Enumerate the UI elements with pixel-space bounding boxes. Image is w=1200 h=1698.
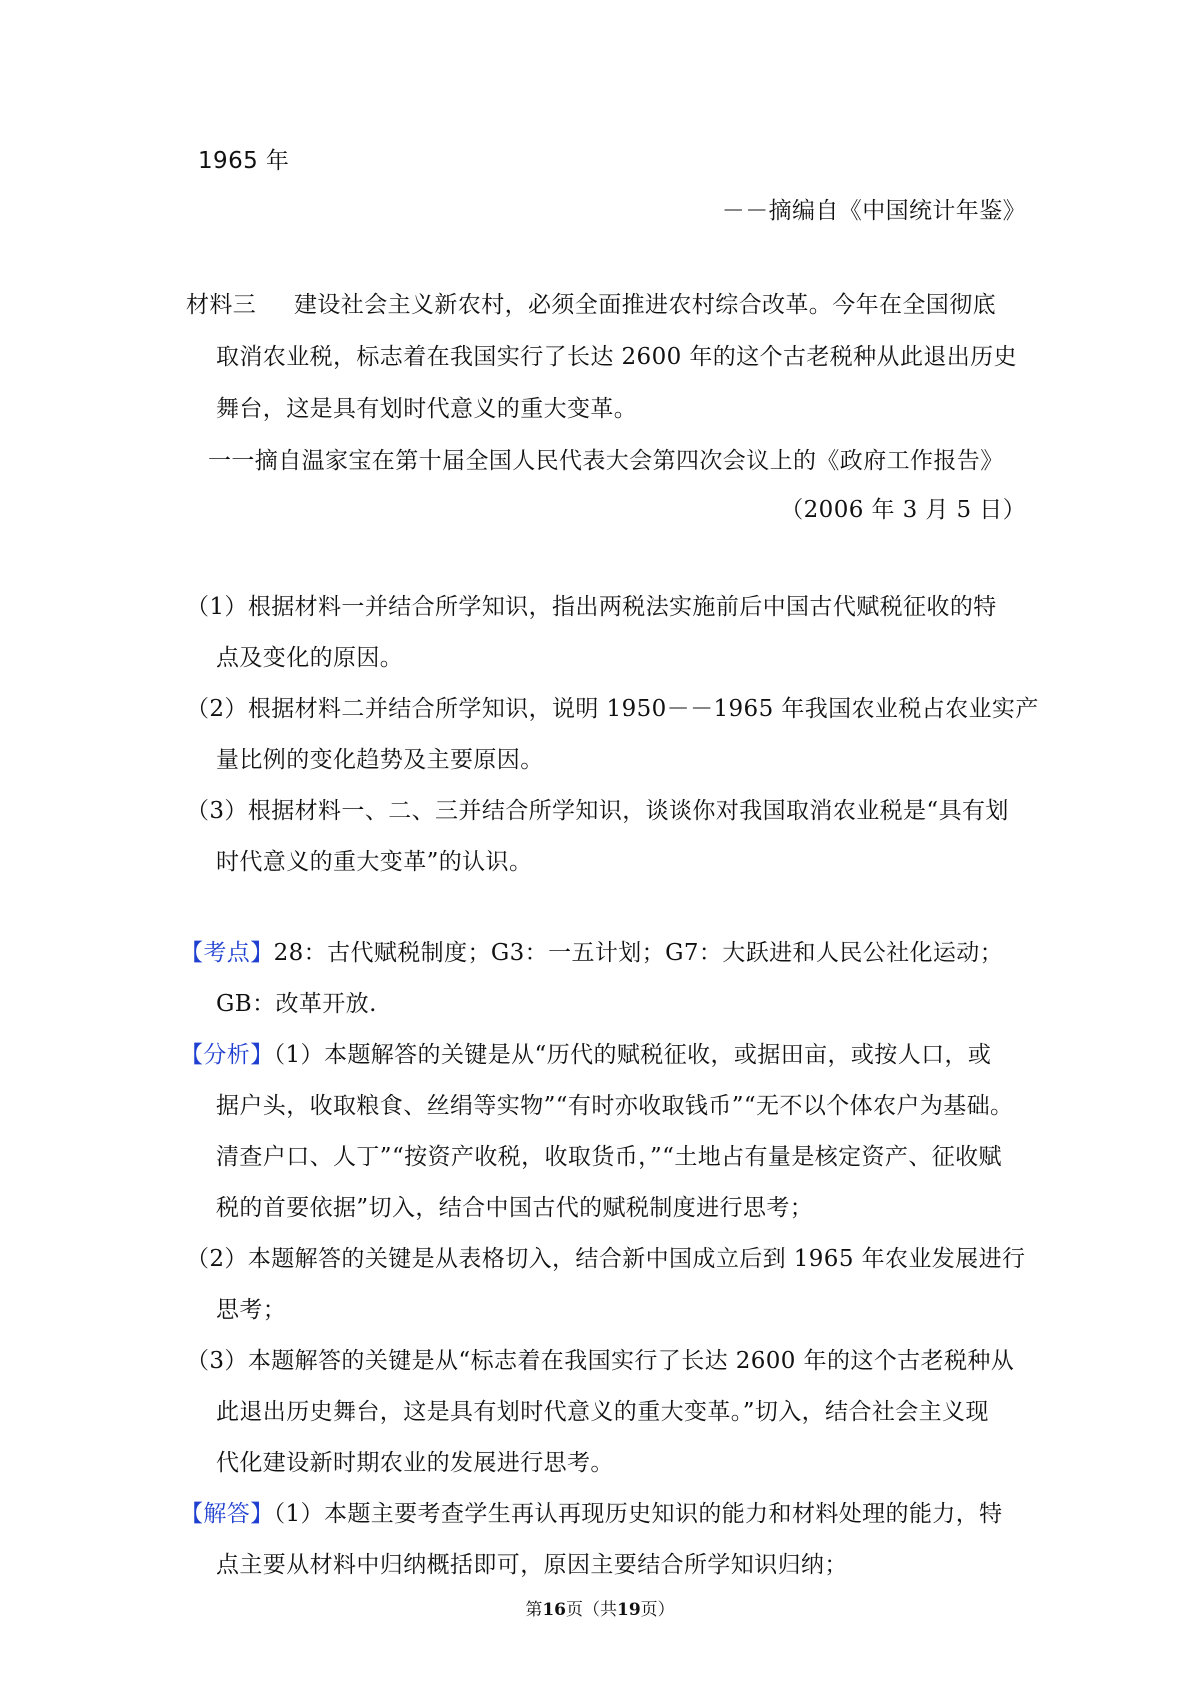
material3-label: 材料三 bbox=[186, 292, 257, 318]
kaodian-text-line1: 28：古代赋税制度；G3：一五计划；G7：大跃进和人民公社化运动； bbox=[273, 940, 1004, 966]
jieda-tag: 【解答】 bbox=[180, 1501, 274, 1527]
kaodian-line1 bbox=[180, 938, 1003, 968]
fenxi-line2: 据户头，收取粮食、丝绢等实物”“有时亦收取钱币”“无不以个体农户为基础。 bbox=[216, 1093, 1014, 1119]
footer-current-page: 16 bbox=[542, 1600, 566, 1620]
fenxi-line5: （2）本题解答的关键是从表格切入，结合新中国成立后到 1965 年农业发展进行 bbox=[186, 1246, 1026, 1272]
fenxi-line1 bbox=[180, 1040, 991, 1070]
page-footer bbox=[0, 1599, 1200, 1621]
footer-prefix: 第 bbox=[525, 1600, 543, 1620]
fenxi-line8: 此退出历史舞台，这是具有划时代意义的重大变革。”切入，结合社会主义现 bbox=[216, 1399, 989, 1425]
fenxi-tag: 【分析】 bbox=[180, 1042, 274, 1068]
fenxi-line4: 税的首要依据”切入，结合中国古代的赋税制度进行思考； bbox=[216, 1195, 814, 1221]
footer-total-pages: 19 bbox=[617, 1600, 641, 1620]
top-year: 1965 年 bbox=[198, 148, 290, 174]
question2-line2: 量比例的变化趋势及主要原因。 bbox=[216, 747, 544, 773]
footer-middle: 页（共 bbox=[566, 1600, 617, 1620]
source-line: －－摘编自《中国统计年鉴》 bbox=[721, 198, 1026, 224]
footer-suffix: 页） bbox=[640, 1600, 675, 1620]
question2-line1: （2）根据材料二并结合所学知识，说明 1950－－1965 年我国农业税占农业实产 bbox=[186, 696, 1039, 722]
material3-text-line2: 取消农业税，标志着在我国实行了长达 2600 年的这个古老税种从此退出历史 bbox=[216, 344, 1017, 370]
fenxi-line6: 思考； bbox=[216, 1297, 287, 1323]
jieda-line1 bbox=[180, 1499, 1003, 1529]
fenxi-line9: 代化建设新时期农业的发展进行思考。 bbox=[216, 1450, 614, 1476]
material3-attribution: 一一摘自温家宝在第十届全国人民代表大会第四次会议上的《政府工作报告》 bbox=[208, 448, 1004, 474]
question1-line2: 点及变化的原因。 bbox=[216, 645, 404, 671]
fenxi-text-line1: （1）本题解答的关键是从“历代的赋税征收，或据田亩，或按人口，或 bbox=[273, 1042, 992, 1068]
question1-line1: （1）根据材料一并结合所学知识，指出两税法实施前后中国古代赋税征收的特 bbox=[186, 594, 997, 620]
material3-text-line1: 建设社会主义新农村，必须全面推进农村综合改革。今年在全国彻底 bbox=[294, 292, 996, 318]
kaodian-line2: GB：改革开放. bbox=[216, 991, 377, 1017]
question3-line1: （3）根据材料一、二、三并结合所学知识，谈谈你对我国取消农业税是“具有划 bbox=[186, 798, 1009, 824]
jieda-text-line1: （1）本题主要考查学生再认再现历史知识的能力和材料处理的能力，特 bbox=[273, 1501, 1003, 1527]
fenxi-line7: （3）本题解答的关键是从“标志着在我国实行了长达 2600 年的这个古老税种从 bbox=[186, 1348, 1015, 1374]
kaodian-tag: 【考点】 bbox=[180, 940, 274, 966]
question3-line2: 时代意义的重大变革”的认识。 bbox=[216, 849, 533, 875]
material3-text-line3: 舞台，这是具有划时代意义的重大变革。 bbox=[216, 396, 638, 422]
material3-date: （2006 年 3 月 5 日） bbox=[780, 497, 1026, 523]
jieda-line2: 点主要从材料中归纳概括即可，原因主要结合所学知识归纳； bbox=[216, 1552, 848, 1578]
fenxi-line3: 清查户口、人丁”“按资产收税，收取货币，”“土地占有量是核定资产、征收赋 bbox=[216, 1144, 1002, 1170]
